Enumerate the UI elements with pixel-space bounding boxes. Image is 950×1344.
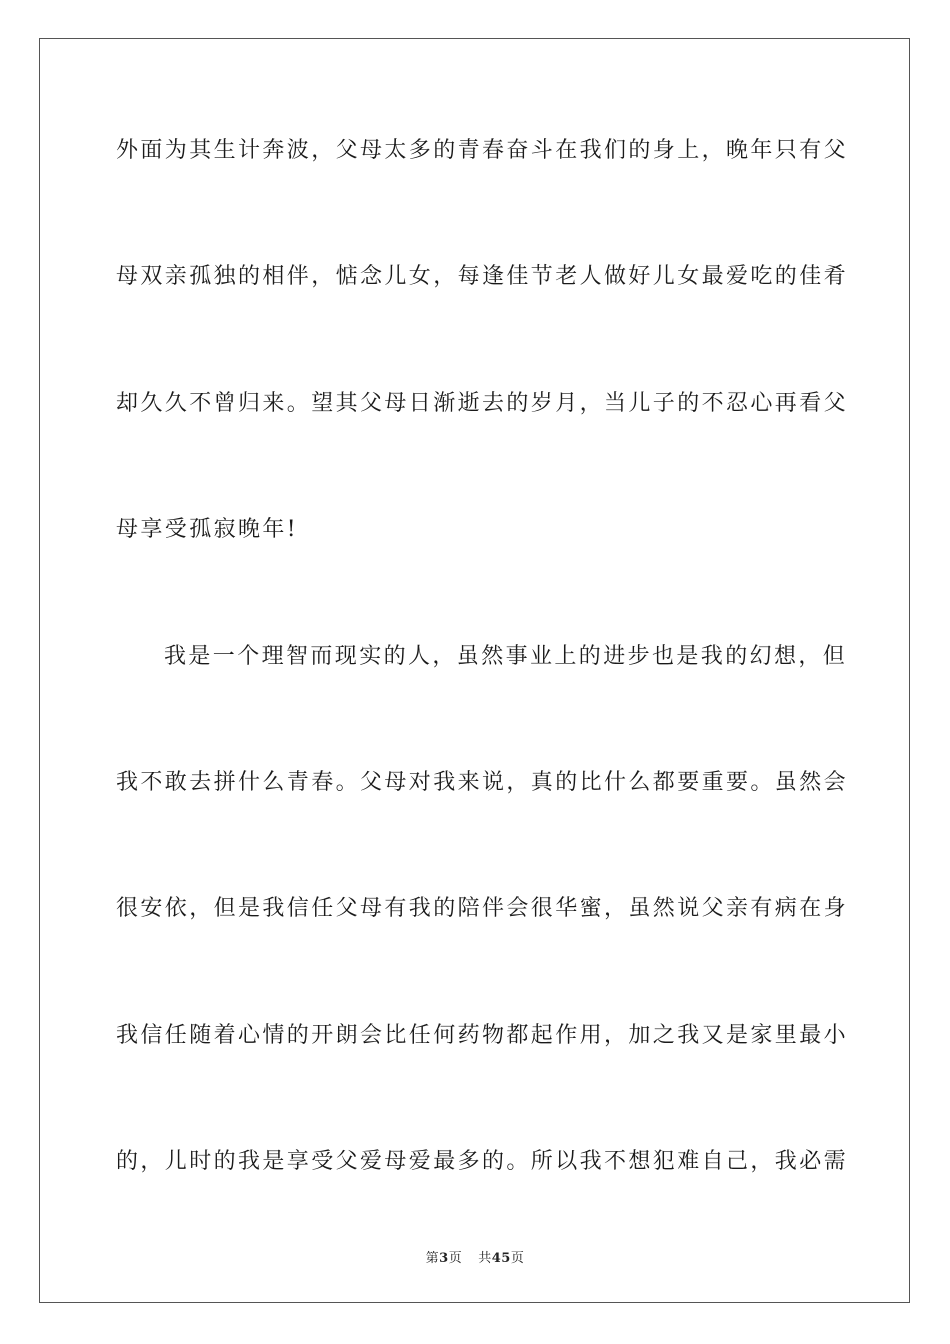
document-body — [116, 116, 849, 1254]
page-number: 3 — [439, 1251, 449, 1266]
total-pages: 45 — [491, 1251, 511, 1266]
page-prefix: 第 — [425, 1251, 440, 1266]
text-line: 的，儿时的我是享受父爱母爱最多的。所以我不想犯难自己，我必需 — [116, 1149, 849, 1175]
text-line: 我是一个理智而现实的人，虽然事业上的进步也是我的幻想，但 — [164, 643, 848, 669]
text-line: 我信任随着心情的开朗会比任何药物都起作用，加之我又是家里最小 — [116, 1022, 849, 1048]
text-line: 却久久不曾归来。望其父母日渐逝去的岁月，当儿子的不忍心再看父 — [116, 390, 849, 416]
text-line: 母双亲孤独的相伴，惦念儿女，每逢佳节老人做好儿女最爱吃的佳肴 — [116, 264, 849, 290]
page-footer — [0, 1247, 950, 1266]
text-line: 我不敢去拼什么青春。父母对我来说，真的比什么都要重要。虽然会 — [116, 769, 849, 795]
total-prefix: 共 — [478, 1251, 492, 1266]
page-suffix: 页 — [448, 1251, 463, 1266]
text-line: 外面为其生计奔波，父母太多的青春奋斗在我们的身上，晚年只有父 — [116, 138, 849, 163]
text-line: 很安依，但是我信任父母有我的陪伴会很华蜜，虽然说父亲有病在身 — [116, 896, 849, 922]
text-line: 母享受孤寂晚年! — [116, 517, 299, 543]
total-suffix: 页 — [510, 1251, 525, 1266]
